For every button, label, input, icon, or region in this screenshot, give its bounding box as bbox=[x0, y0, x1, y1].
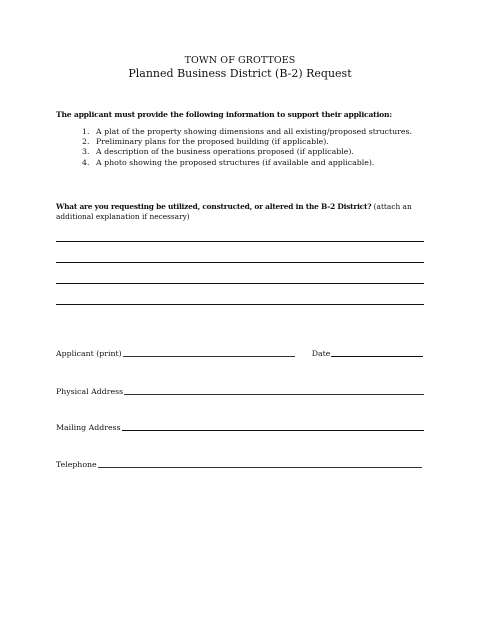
question-note: (attach an additional explanation if necessary) bbox=[56, 202, 412, 221]
date-field[interactable] bbox=[331, 356, 423, 357]
list-item bbox=[82, 127, 412, 137]
form-title: Planned Business District (B-2) Request bbox=[128, 67, 352, 80]
mailing-address-row bbox=[56, 423, 424, 432]
list-item-text: A plat of the property showing dimensions and all existing/proposed structures. bbox=[96, 127, 412, 136]
telephone-field[interactable] bbox=[98, 467, 422, 468]
list-item-text: Preliminary plans for the proposed building (if applicable). bbox=[96, 137, 329, 147]
list-item-number: 2. bbox=[82, 137, 90, 147]
answer-line-3[interactable] bbox=[56, 283, 424, 284]
list-item bbox=[82, 147, 412, 157]
mailing-address-label: Mailing Address bbox=[56, 423, 121, 432]
list-item-text: A description of the business operations proposed (if applicable). bbox=[96, 147, 354, 157]
physical-address-field[interactable] bbox=[124, 394, 424, 395]
answer-line-4[interactable] bbox=[56, 304, 424, 305]
telephone-label: Telephone bbox=[56, 460, 97, 469]
telephone-row bbox=[56, 460, 422, 469]
date-label: Date bbox=[311, 349, 331, 358]
applicant-field[interactable] bbox=[123, 356, 295, 357]
mailing-address-field[interactable] bbox=[122, 430, 424, 431]
question-text: What are you requesting be utilized, constructed, or altered in the B-2 District? bbox=[56, 202, 372, 211]
answer-line-2[interactable] bbox=[56, 262, 424, 263]
town-title: TOWN OF GROTTOES bbox=[184, 55, 296, 66]
physical-address-label: Physical Address bbox=[56, 387, 124, 396]
request-question bbox=[56, 202, 426, 222]
list-item-text: A photo showing the proposed structures (if available and applicable). bbox=[96, 157, 375, 167]
applicant-row bbox=[56, 349, 423, 358]
list-item-number: 1. bbox=[82, 127, 90, 136]
list-item-number: 3. bbox=[82, 147, 90, 157]
list-item bbox=[82, 158, 412, 168]
requirements-list bbox=[82, 127, 412, 168]
list-item-number: 4. bbox=[82, 157, 90, 167]
physical-address-row bbox=[56, 387, 424, 396]
requirements-intro: The applicant must provide the following information to support their application: bbox=[56, 110, 392, 119]
applicant-label: Applicant (print) bbox=[56, 349, 122, 358]
list-item bbox=[82, 137, 412, 147]
answer-line-1[interactable] bbox=[56, 241, 424, 242]
